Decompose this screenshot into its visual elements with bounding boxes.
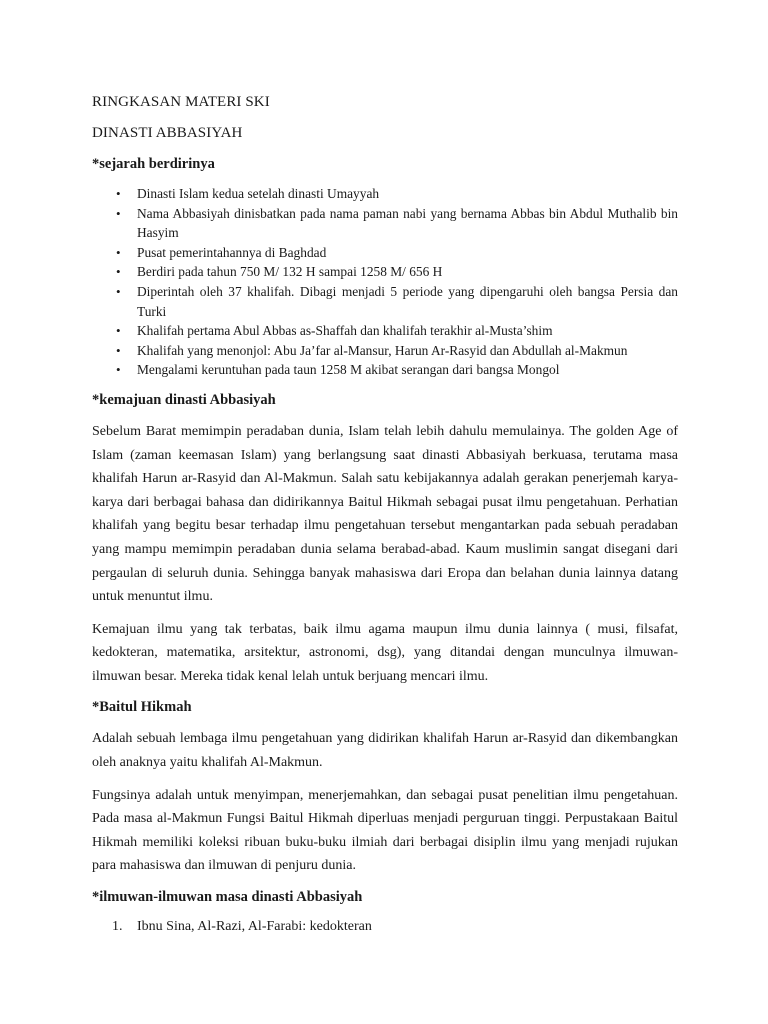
list-item-number: 1.: [112, 919, 123, 935]
section-heading-kemajuan: *kemajuan dinasti Abbasiyah: [92, 391, 276, 408]
list-item-text: Dinasti Islam kedua setelah dinasti Umayyah: [137, 186, 380, 201]
list-item: [92, 321, 678, 341]
bullet-icon: •: [116, 342, 121, 358]
ilmuwan-numbered-list: [92, 917, 678, 937]
section-heading-sejarah: *sejarah berdirinya: [92, 156, 215, 172]
list-item: [92, 917, 678, 937]
paragraph: Kemajuan ilmu yang tak terbatas, baik ilmu agama maupun ilmu dunia lainnya ( musi, filsafat, kedokteran, matematika, arsitektur, astronomi, dsg), yang ditandai dengan munculnya ilmuwan-ilmuwan besar. Mereka tidak kenal lelah untuk berjuang mencari ilmu.: [92, 621, 678, 684]
list-item-text: Pusat pemerintahannya di Baghdad: [137, 244, 327, 260]
sejarah-bullet-list: [92, 184, 678, 380]
list-item-text: Ibnu Sina, Al-Razi, Al-Farabi: kedokteran: [137, 919, 372, 935]
list-item: [92, 282, 678, 321]
document-page: [92, 92, 678, 937]
document-subtitle: DINASTI ABBASIYAH: [92, 125, 243, 141]
list-item-text: Khalifah pertama Abul Abbas as-Shaffah dan khalifah terakhir al-Musta’shim: [137, 323, 553, 339]
section-heading-ilmuwan: *ilmuwan-ilmuwan masa dinasti Abbasiyah: [92, 889, 363, 906]
list-item: [92, 243, 678, 263]
list-item: [92, 184, 678, 204]
list-item: [92, 262, 678, 282]
paragraph: Sebelum Barat memimpin peradaban dunia, Islam telah lebih dahulu memulainya. The golden Age of Islam (zaman keemasan Islam) yang berlangsung saat dinasti Abbasiyah berkuasa, terutama masa khalifah Harun ar-Rasyid dan Al-Makmun. Salah satu kebijakannya adalah gerakan penerjemah karya-karya dari berbagai bahasa dan didirikannya Baitul Hikmah sebagai pusat ilmu pengetahuan. Perhatian khalifah yang begitu besar terhadap ilmu pengetahuan tersebut mengantarkan pada sebuah peradaban yang mampu memimpin peradaban dunia selama berabad-abad. Kaum muslimin sangat disegani dari pergaulan di seluruh dunia. Sehingga banyak mahasiswa dari Eropa dan belahan dunia lainnya datang untuk menuntut ilmu.: [92, 423, 678, 605]
bullet-icon: •: [116, 244, 121, 260]
bullet-icon: •: [116, 362, 121, 378]
list-item-text: Diperintah oleh 37 khalifah. Dibagi menjadi 5 periode yang dipengaruhi oleh bangsa Persia dan Turki: [137, 283, 678, 319]
list-item-text: Khalifah yang menonjol: Abu Ja’far al-Mansur, Harun Ar-Rasyid dan Abdullah al-Makmun: [137, 342, 628, 358]
paragraph: Fungsinya adalah untuk menyimpan, menerjemahkan, dan sebagai pusat penelitian ilmu pengetahuan. Pada masa al-Makmun Fungsi Baitul Hikmah diperluas menjadi perguruan tinggi. Perpustakaan Baitul Hikmah memiliki koleksi ribuan buku-buku ilmiah dari berbagai disiplin ilmu yang menjadi rujukan para mahasiswa dan ilmuwan di penjuru dunia.: [92, 787, 678, 874]
list-item: [92, 360, 678, 380]
bullet-icon: •: [116, 323, 121, 339]
list-item-text: Mengalami keruntuhan pada taun 1258 M akibat serangan dari bangsa Mongol: [137, 362, 560, 378]
list-item: [92, 204, 678, 243]
bullet-icon: •: [116, 205, 121, 221]
list-item-text: Nama Abbasiyah dinisbatkan pada nama paman nabi yang bernama Abbas bin Abdul Muthalib bin Hasyim: [137, 205, 678, 241]
list-item-text: Berdiri pada tahun 750 M/ 132 H sampai 1258 M/ 656 H: [137, 264, 443, 280]
list-item: [92, 341, 678, 361]
paragraph: Adalah sebuah lembaga ilmu pengetahuan yang didirikan khalifah Harun ar-Rasyid dan dikembangkan oleh anaknya yaitu khalifah Al-Makmun.: [92, 731, 678, 771]
section-heading-baitul-hikmah: *Baitul Hikmah: [92, 699, 192, 716]
bullet-icon: •: [116, 283, 121, 299]
document-title: RINGKASAN MATERI SKI: [92, 94, 270, 110]
bullet-icon: •: [116, 186, 121, 201]
bullet-icon: •: [116, 264, 121, 280]
